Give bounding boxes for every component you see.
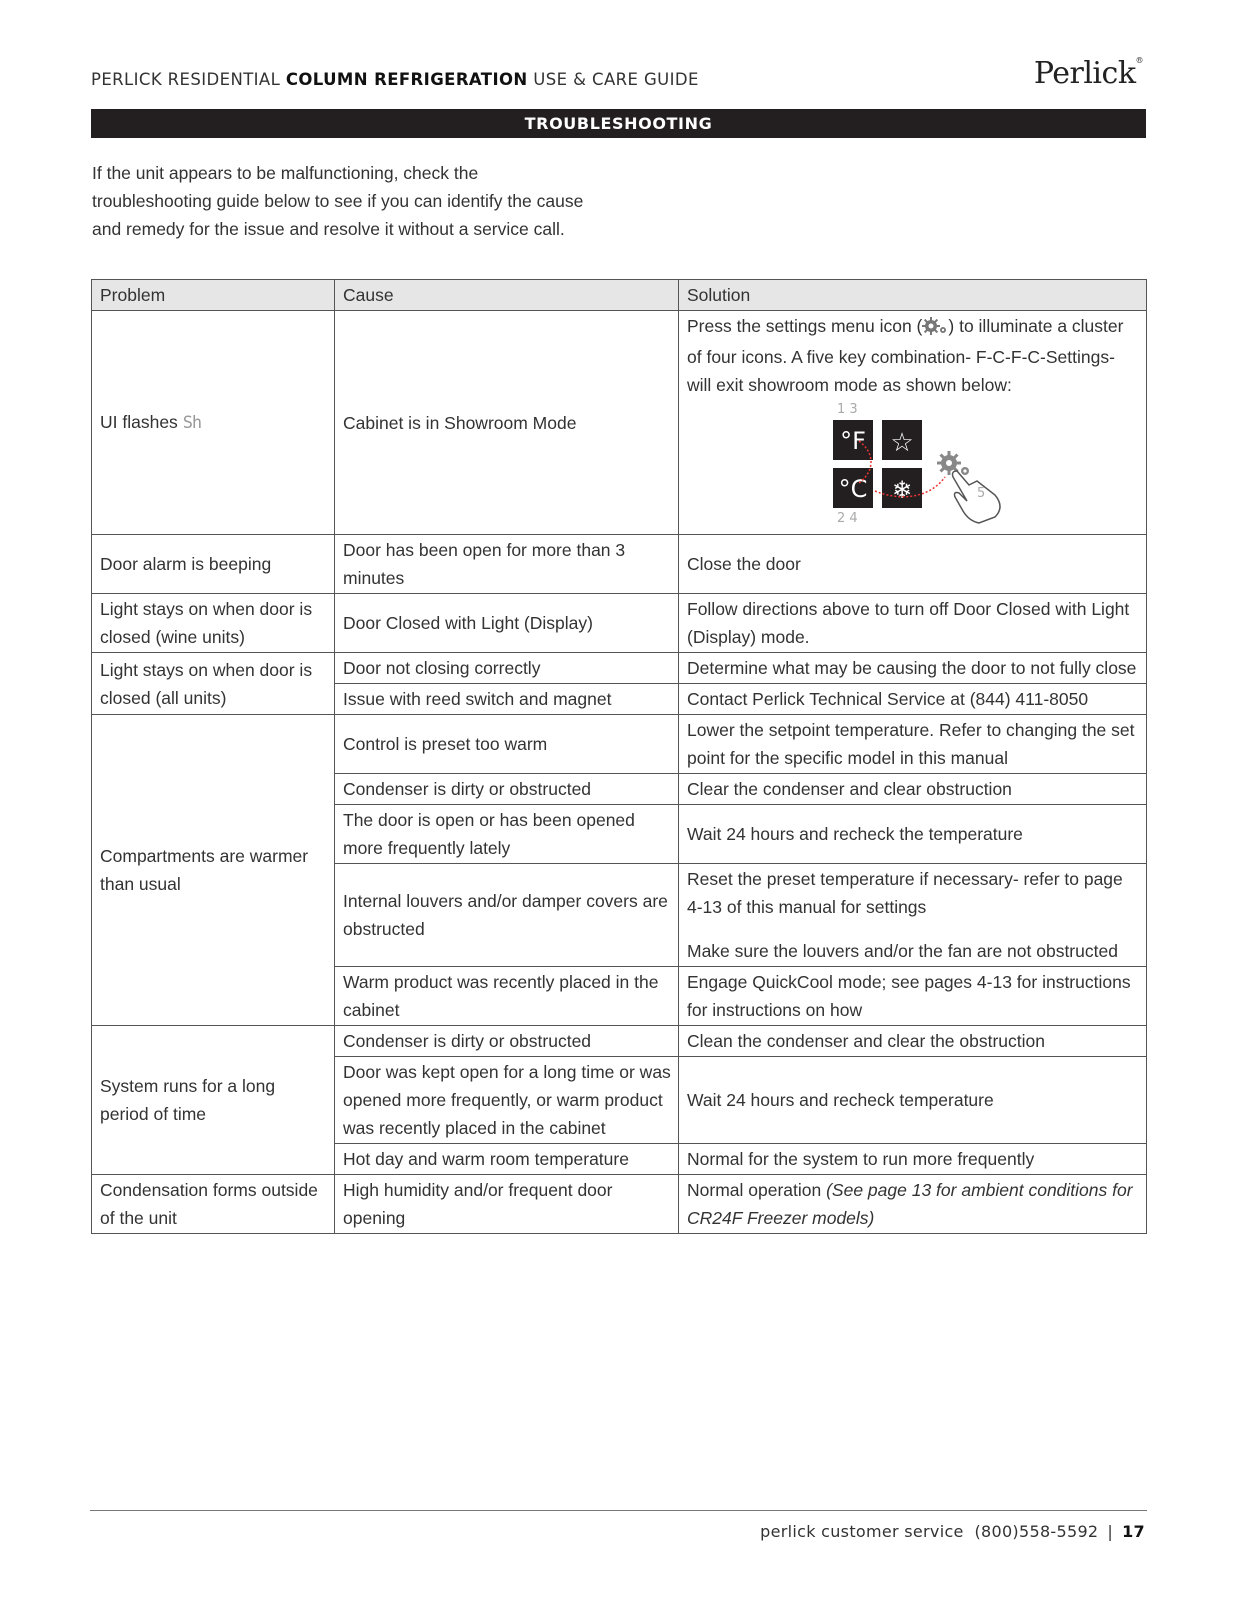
- star-key-label: ☆: [890, 428, 914, 458]
- perlick-logo: [1034, 56, 1143, 91]
- solution-cell: Determine what may be causing the door to not fully close: [679, 653, 1147, 684]
- col-header-solution: Solution: [679, 280, 1147, 311]
- cause-cell: Issue with reed switch and magnet: [335, 684, 679, 715]
- intro-paragraph: [92, 159, 632, 243]
- solution-note: (See page 13 for ambient conditions for CR24F Freezer models): [687, 1180, 1133, 1228]
- diagram-label-bottom: 2 4: [837, 511, 858, 525]
- cause-cell: Door was kept open for a long time or was opened more frequently, or warm product was recently placed in the cabinet: [335, 1057, 679, 1144]
- sh-display-code: Sh: [182, 413, 202, 433]
- problem-cell: Condensation forms outside of the unit: [92, 1175, 335, 1234]
- table-row: [92, 1026, 1147, 1057]
- problem-cell: Light stays on when door is closed (all units): [92, 653, 335, 715]
- solution-cell: Normal for the system to run more frequently: [679, 1144, 1147, 1175]
- solution-paragraph: Make sure the louvers and/or the fan are not obstructed: [687, 941, 1118, 961]
- cause-cell: Door Closed with Light (Display): [335, 594, 679, 653]
- troubleshooting-table: [91, 279, 1147, 1234]
- table-row: [92, 1175, 1147, 1234]
- table-row: [92, 535, 1147, 594]
- intro-line: If the unit appears to be malfunctioning, check the: [92, 163, 479, 183]
- page-number: 17: [1122, 1522, 1145, 1541]
- cause-cell: Door not closing correctly: [335, 653, 679, 684]
- solution-text: Normal operation: [687, 1180, 822, 1200]
- solution-cell: Engage QuickCool mode; see pages 4-13 for instructions for instructions on how: [679, 967, 1147, 1026]
- section-banner: TROUBLESHOOTING: [91, 109, 1146, 138]
- solution-cell: Wait 24 hours and recheck the temperature: [679, 805, 1147, 864]
- settings-gear-icon: [922, 315, 948, 343]
- cause-cell: Condenser is dirty or obstructed: [335, 774, 679, 805]
- problem-cell: System runs for a long period of time: [92, 1026, 335, 1175]
- logo-registered-mark: ®: [1135, 56, 1143, 65]
- table-row: [92, 311, 1147, 535]
- solution-cell: Follow directions above to turn off Door Closed with Light (Display) mode.: [679, 594, 1147, 653]
- intro-line: and remedy for the issue and resolve it without a service call.: [92, 219, 565, 239]
- header-bold: COLUMN REFRIGERATION: [285, 70, 528, 89]
- snowflake-key-label: ❄: [891, 476, 913, 504]
- solution-cell: Clean the condenser and clear the obstruction: [679, 1026, 1147, 1057]
- cause-cell: Hot day and warm room temperature: [335, 1144, 679, 1175]
- footer-contact: perlick customer service (800)558-5592: [760, 1522, 1099, 1541]
- problem-cell: Compartments are warmer than usual: [92, 715, 335, 1026]
- col-header-cause: Cause: [335, 280, 679, 311]
- problem-cell: Door alarm is beeping: [92, 535, 335, 594]
- table-row: [92, 715, 1147, 774]
- solution-cell: Close the door: [679, 535, 1147, 594]
- cause-cell: High humidity and/or frequent door opening: [335, 1175, 679, 1234]
- solution-text: Press the settings menu icon (: [687, 316, 923, 336]
- cause-cell: Control is preset too warm: [335, 715, 679, 774]
- solution-cell: [679, 864, 1147, 967]
- solution-cell: Wait 24 hours and recheck temperature: [679, 1057, 1147, 1144]
- col-header-problem: Problem: [92, 280, 335, 311]
- footer-divider: [90, 1510, 1147, 1511]
- table-row: [92, 653, 1147, 684]
- cause-cell: The door is open or has been opened more frequently lately: [335, 805, 679, 864]
- fahrenheit-key-label: °F: [840, 427, 866, 455]
- cause-cell: Cabinet is in Showroom Mode: [335, 311, 679, 535]
- solution-cell: Lower the setpoint temperature. Refer to changing the set point for the specific model in this manual: [679, 715, 1147, 774]
- problem-text: UI flashes: [100, 412, 178, 432]
- solution-text: ) to illuminate a cluster of four icons. A five key combination- F-C-F-C-Settings- will exit showroom mode as shown below:: [687, 316, 1124, 395]
- solution-paragraph: Reset the preset temperature if necessary- refer to page 4-13 of this manual for settings: [687, 869, 1123, 917]
- problem-cell: [92, 311, 335, 535]
- footer-separator: |: [1107, 1522, 1114, 1541]
- solution-cell: [679, 1175, 1147, 1234]
- solution-cell: Contact Perlick Technical Service at (844) 411-8050: [679, 684, 1147, 715]
- diagram-label-top: 1 3: [837, 402, 858, 417]
- intro-line: troubleshooting guide below to see if you can identify the cause: [92, 191, 584, 211]
- problem-cell: Light stays on when door is closed (wine units): [92, 594, 335, 653]
- logo-text: Perlick: [1033, 56, 1136, 91]
- showroom-key-diagram: [829, 401, 1139, 533]
- celsius-key-label: °C: [838, 475, 868, 503]
- cause-cell: Condenser is dirty or obstructed: [335, 1026, 679, 1057]
- solution-cell: [679, 311, 1147, 535]
- table-row: [92, 594, 1147, 653]
- header-prefix: PERLICK RESIDENTIAL: [91, 70, 281, 89]
- header-suffix: USE & CARE GUIDE: [533, 70, 699, 89]
- page-footer: [760, 1522, 1145, 1541]
- cause-cell: Door has been open for more than 3 minutes: [335, 535, 679, 594]
- cause-cell: Warm product was recently placed in the cabinet: [335, 967, 679, 1026]
- table-header-row: [92, 280, 1147, 311]
- solution-cell: Clear the condenser and clear obstruction: [679, 774, 1147, 805]
- diagram-label-five: 5: [977, 486, 986, 501]
- cause-cell: Internal louvers and/or damper covers are obstructed: [335, 864, 679, 967]
- running-header: [91, 70, 699, 89]
